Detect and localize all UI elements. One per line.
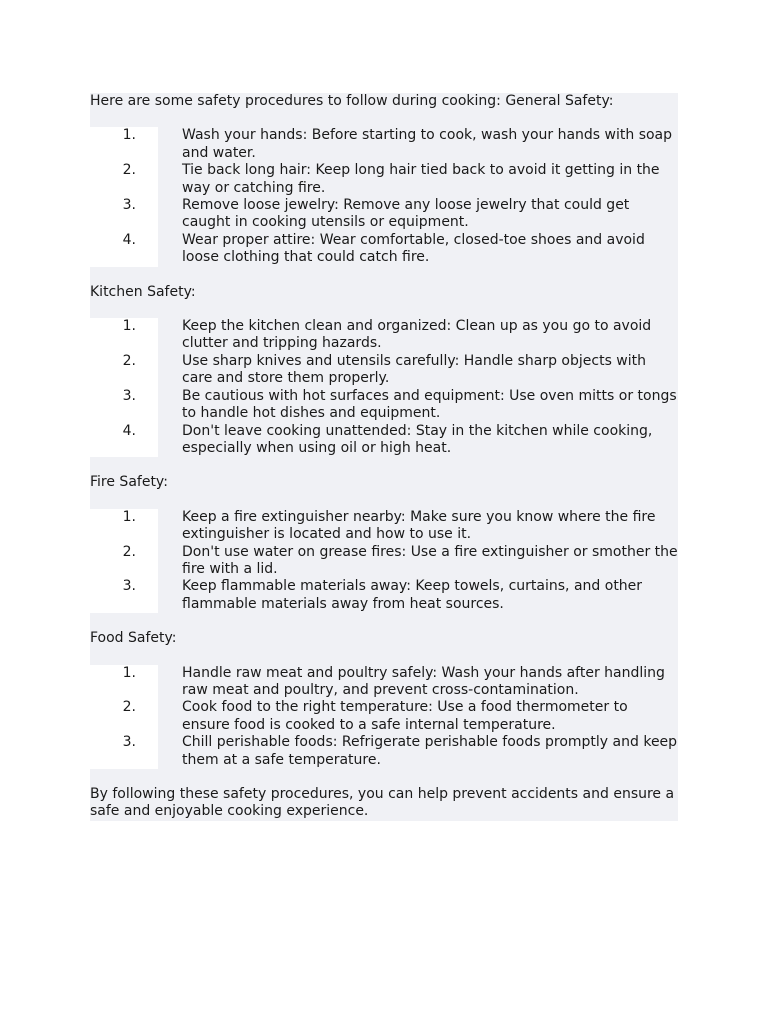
list-item xyxy=(90,388,678,423)
list-item-text: Keep flammable materials away: Keep towels, curtains, and other flammable materials away from heat sources. xyxy=(182,578,643,612)
spacer xyxy=(90,492,678,509)
spacer xyxy=(90,769,678,786)
list-item-text: Don't use water on grease fires: Use a fire extinguisher or smother the fire with a lid. xyxy=(182,543,678,577)
section-heading-kitchen: Kitchen Safety: xyxy=(90,284,678,301)
section-heading-food: Food Safety: xyxy=(90,630,678,647)
spacer xyxy=(90,613,678,630)
list-item xyxy=(90,509,678,544)
spacer xyxy=(90,648,678,665)
list-item xyxy=(90,318,678,353)
list-item xyxy=(90,734,678,769)
list-item xyxy=(90,665,678,700)
list-item xyxy=(90,353,678,388)
spacer xyxy=(90,267,678,284)
list-item-text: Cook food to the right temperature: Use a food thermometer to ensure food is cooked to a safe internal temperature. xyxy=(182,699,628,733)
section-heading-fire: Fire Safety: xyxy=(90,474,678,491)
list-item xyxy=(90,423,678,458)
list-item-text: Be cautious with hot surfaces and equipment: Use oven mitts or tongs to handle hot dishes and equipment. xyxy=(182,387,677,422)
list-number: 2. xyxy=(122,162,136,179)
list-item-text: Keep a fire extinguisher nearby: Make sure you know where the fire extinguisher is located and how to use it. xyxy=(182,508,656,543)
list-number: 1. xyxy=(122,664,136,681)
list-number: 3. xyxy=(122,578,136,595)
list-item xyxy=(90,232,678,267)
list-number: 1. xyxy=(122,508,136,525)
list-item-text: Tie back long hair: Keep long hair tied back to avoid it getting in the way or catching fire. xyxy=(182,162,660,196)
spacer xyxy=(90,110,678,127)
food-safety-list xyxy=(90,665,678,769)
general-safety-list xyxy=(90,127,678,266)
list-item-text: Keep the kitchen clean and organized: Clean up as you go to avoid clutter and tripping hazards. xyxy=(182,318,652,352)
list-item-text: Handle raw meat and poultry safely: Wash your hands after handling raw meat and poultry, and prevent cross-contamination. xyxy=(182,664,665,698)
list-number: 2. xyxy=(122,699,136,716)
list-item-text: Wear proper attire: Wear comfortable, closed-toe shoes and avoid loose clothing that could catch fire. xyxy=(182,231,645,266)
fire-safety-list xyxy=(90,509,678,613)
list-item-text: Don't leave cooking unattended: Stay in the kitchen while cooking, especially when using oil or high heat. xyxy=(182,422,653,456)
list-item-text: Wash your hands: Before starting to cook, wash your hands with soap and water. xyxy=(182,127,673,161)
list-number: 2. xyxy=(122,352,136,369)
spacer xyxy=(90,301,678,318)
list-item xyxy=(90,544,678,579)
list-item xyxy=(90,162,678,197)
list-number: 1. xyxy=(122,318,136,335)
document-body xyxy=(90,93,678,821)
conclusion-paragraph: By following these safety procedures, you can help prevent accidents and ensure a safe and enjoyable cooking experience. xyxy=(90,786,678,821)
list-number: 3. xyxy=(122,387,136,404)
list-item-text: Use sharp knives and utensils carefully: Handle sharp objects with care and store them properly. xyxy=(182,352,647,387)
list-item xyxy=(90,197,678,232)
intro-paragraph: Here are some safety procedures to follow during cooking: General Safety: xyxy=(90,93,678,110)
list-item-text: Remove loose jewelry: Remove any loose jewelry that could get caught in cooking utensils or equipment. xyxy=(182,197,630,231)
list-number: 3. xyxy=(122,197,136,214)
spacer xyxy=(90,457,678,474)
list-number: 1. xyxy=(122,127,136,144)
list-number: 4. xyxy=(122,231,136,248)
list-item xyxy=(90,699,678,734)
list-number: 4. xyxy=(122,422,136,439)
list-item xyxy=(90,127,678,162)
list-item xyxy=(90,578,678,613)
list-number: 2. xyxy=(122,543,136,560)
kitchen-safety-list xyxy=(90,318,678,457)
list-item-text: Chill perishable foods: Refrigerate perishable foods promptly and keep them at a safe temperature. xyxy=(182,734,678,768)
list-number: 3. xyxy=(122,734,136,751)
